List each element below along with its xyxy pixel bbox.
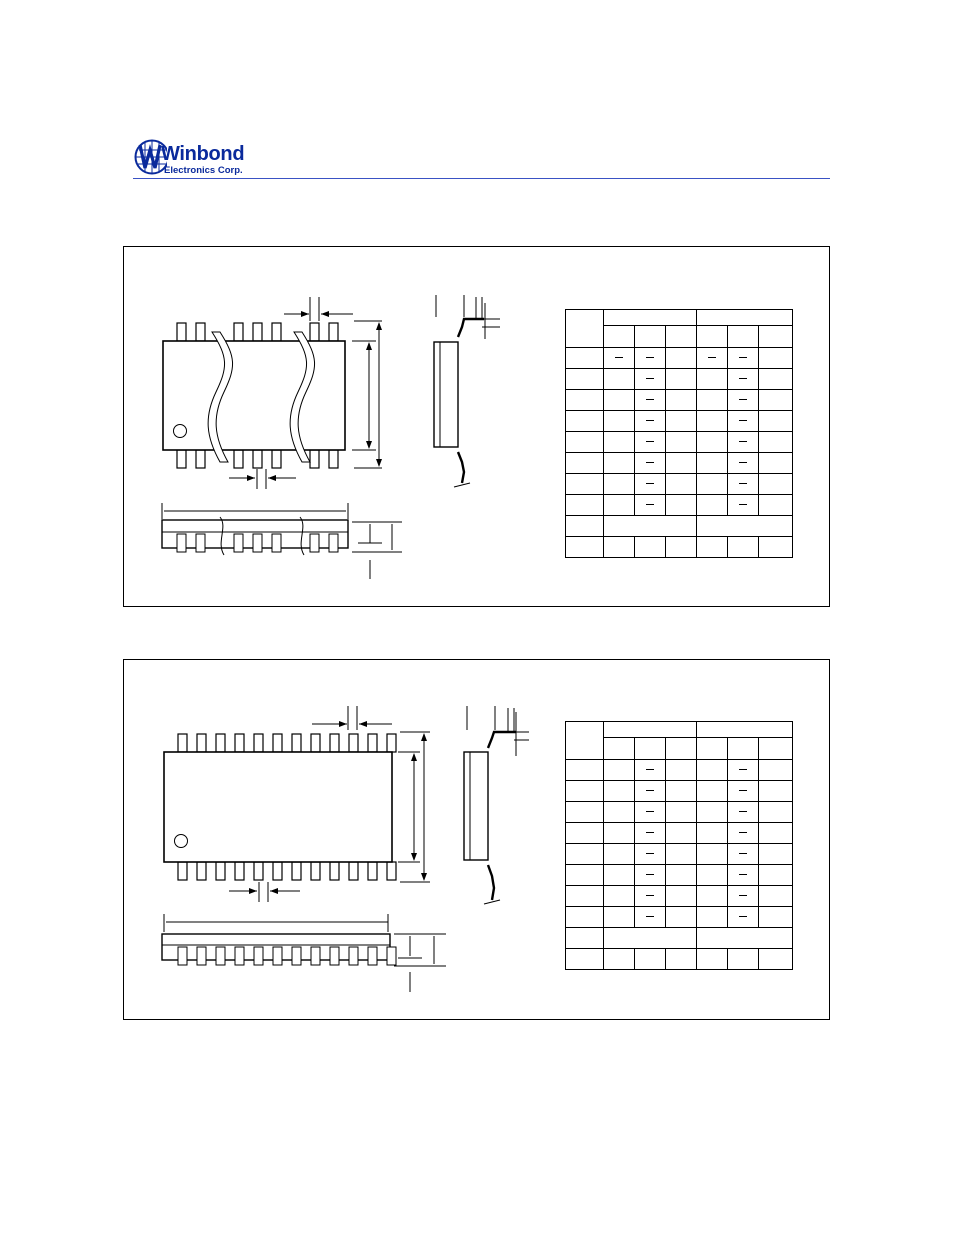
symbol-cell [566,390,604,411]
value-cell [697,348,728,369]
value-cell [604,453,635,474]
pin [216,947,225,965]
value-cell [666,474,697,495]
pin [178,947,187,965]
side-view-1 [434,295,500,487]
value-cell [635,348,666,369]
pin [235,862,244,880]
value-cell [759,495,793,516]
pin [254,947,263,965]
table-row [566,781,793,802]
pin [387,734,396,752]
pin [235,734,244,752]
front-view-1 [162,503,402,579]
pin [273,862,282,880]
symbol-cell [566,348,604,369]
table-row [566,348,793,369]
value-cell [759,348,793,369]
value-cell [759,760,793,781]
pin [368,947,377,965]
value-cell [604,823,635,844]
brand-name: Winbond [161,143,245,165]
value-cell [635,781,666,802]
value-cell [604,802,635,823]
value-cell [759,802,793,823]
pin [311,862,320,880]
value-cell [604,348,635,369]
symbol-cell [566,453,604,474]
side-view-2 [464,706,529,904]
value-cell [759,432,793,453]
value-cell [728,474,759,495]
package-body-top-view-2 [164,752,392,862]
pin [330,734,339,752]
pin [254,734,263,752]
pin [368,734,377,752]
package-panel-1 [123,246,830,607]
package-panel-2 [123,659,830,1020]
value-cell [697,495,728,516]
table-row [566,390,793,411]
value-cell [666,865,697,886]
value-cell [666,844,697,865]
pin [349,862,358,880]
value-cell [728,411,759,432]
value-cell [697,411,728,432]
value-cell [759,886,793,907]
value-cell [604,369,635,390]
package-body-top-view [163,341,345,450]
value-cell [666,907,697,928]
top-pins-2 [178,734,396,752]
table-row [566,760,793,781]
bottom-pins-1 [177,450,338,468]
value-cell [697,390,728,411]
pin [178,734,187,752]
value-cell [635,474,666,495]
value-cell [728,390,759,411]
symbol-cell [566,886,604,907]
dimension-table-1 [565,309,793,558]
symbol-cell [566,369,604,390]
value-cell [635,844,666,865]
pin [216,862,225,880]
value-cell [697,781,728,802]
value-cell [728,453,759,474]
value-cell [604,390,635,411]
value-cell [604,760,635,781]
symbol-cell [566,411,604,432]
value-cell [635,865,666,886]
value-cell [759,453,793,474]
value-cell [604,495,635,516]
value-cell [697,453,728,474]
value-cell [666,369,697,390]
symbol-cell [566,823,604,844]
value-cell [759,823,793,844]
pin [273,734,282,752]
winbond-logo [133,136,273,180]
pin [330,947,339,965]
pin [292,947,301,965]
pin [330,862,339,880]
dimension-table-2 [565,721,793,970]
value-cell [759,411,793,432]
value-cell [604,474,635,495]
symbol-cell [566,760,604,781]
pin [235,947,244,965]
value-cell [728,802,759,823]
table-body-1 [566,348,793,516]
value-cell [697,886,728,907]
value-cell [666,823,697,844]
value-cell [604,781,635,802]
value-cell [728,348,759,369]
table-row [566,907,793,928]
symbol-cell [566,781,604,802]
value-cell [759,865,793,886]
value-cell [697,432,728,453]
front-view-2 [162,914,446,992]
table-row [566,453,793,474]
value-cell [635,760,666,781]
value-cell [604,907,635,928]
value-cell [666,348,697,369]
value-cell [666,411,697,432]
pin [273,947,282,965]
table-row [566,844,793,865]
value-cell [697,865,728,886]
pin [387,947,396,965]
value-cell [666,495,697,516]
value-cell [728,907,759,928]
value-cell [666,453,697,474]
value-cell [635,823,666,844]
table-row [566,802,793,823]
value-cell [728,432,759,453]
pin [311,947,320,965]
value-cell [635,495,666,516]
value-cell [728,886,759,907]
table-row [566,495,793,516]
value-cell [697,369,728,390]
symbol-cell [566,907,604,928]
value-cell [697,823,728,844]
value-cell [666,781,697,802]
value-cell [759,390,793,411]
pin [349,734,358,752]
value-cell [697,907,728,928]
table-row [566,411,793,432]
value-cell [666,886,697,907]
value-cell [635,369,666,390]
value-cell [759,844,793,865]
value-cell [728,865,759,886]
pin [368,862,377,880]
symbol-cell [566,844,604,865]
value-cell [635,432,666,453]
value-cell [728,369,759,390]
table-row [566,823,793,844]
value-cell [635,907,666,928]
pin [292,862,301,880]
value-cell [604,886,635,907]
value-cell [635,390,666,411]
value-cell [666,760,697,781]
value-cell [604,411,635,432]
value-cell [728,823,759,844]
table-row [566,886,793,907]
pin [197,734,206,752]
symbol-cell [566,495,604,516]
pin [197,947,206,965]
symbol-cell [566,865,604,886]
bottom-pins-2 [178,862,396,880]
pin [197,862,206,880]
value-cell [697,844,728,865]
value-cell [759,781,793,802]
pin [254,862,263,880]
table-body-2 [566,760,793,928]
value-cell [604,865,635,886]
value-cell [728,844,759,865]
value-cell [728,760,759,781]
pin [178,862,187,880]
table-row [566,865,793,886]
symbol-cell [566,474,604,495]
symbol-cell [566,432,604,453]
value-cell [666,432,697,453]
pin [216,734,225,752]
table-row [566,369,793,390]
value-cell [604,432,635,453]
pin [387,862,396,880]
value-cell [635,802,666,823]
value-cell [635,886,666,907]
top-pins-1 [177,323,338,341]
table-row [566,432,793,453]
value-cell [604,844,635,865]
symbol-cell [566,802,604,823]
value-cell [728,781,759,802]
value-cell [635,411,666,432]
value-cell [759,369,793,390]
brand-subtitle: Electronics Corp. [164,165,243,176]
value-cell [759,474,793,495]
table-row [566,474,793,495]
pin [349,947,358,965]
value-cell [759,907,793,928]
value-cell [697,802,728,823]
pin [292,734,301,752]
value-cell [697,760,728,781]
value-cell [697,474,728,495]
value-cell [728,495,759,516]
header-divider [133,178,830,179]
value-cell [635,453,666,474]
value-cell [666,802,697,823]
pin [311,734,320,752]
value-cell [666,390,697,411]
